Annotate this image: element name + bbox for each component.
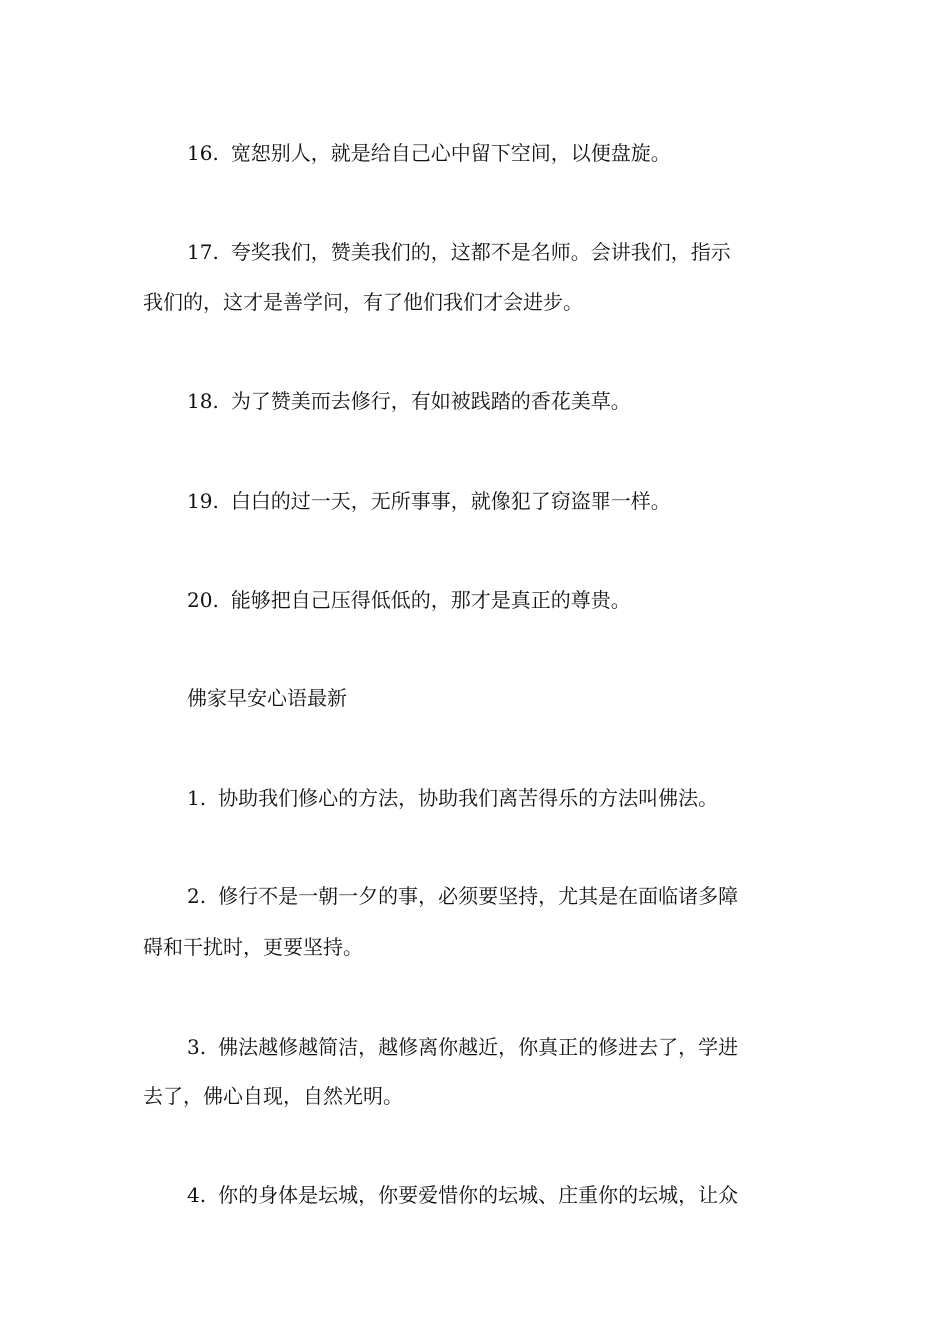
- item-number: 20.: [187, 588, 219, 612]
- list-item: [187, 886, 738, 906]
- item-number: 18.: [187, 389, 219, 413]
- item-number: 1.: [187, 786, 207, 810]
- item-text-continuation: 碍和干扰时，更要坚持。: [143, 935, 363, 959]
- item-text: 你的身体是坛城，你要爱惜你的坛城、庄重你的坛城，让众: [218, 1183, 739, 1207]
- list-item: [187, 788, 718, 808]
- item-text: 能够把自己压得低低的，那才是真正的尊贵。: [230, 588, 631, 612]
- section-heading: 佛家早安心语最新: [187, 686, 347, 710]
- item-number: 4.: [187, 1183, 207, 1207]
- item-text: 夸奖我们，赞美我们的，这都不是名师。会讲我们，指示: [230, 240, 731, 264]
- item-text: 白白的过一天，无所事事，就像犯了窃盗罪一样。: [230, 489, 671, 513]
- item-text: 协助我们修心的方法，协助我们离苦得乐的方法叫佛法。: [218, 786, 719, 810]
- list-item: [187, 1037, 738, 1057]
- item-text: 佛法越修越简洁，越修离你越近，你真正的修进去了，学进: [218, 1035, 739, 1059]
- list-item: [187, 391, 631, 411]
- list-item: [187, 590, 631, 610]
- list-item: [187, 242, 731, 262]
- item-text-continuation: 我们的，这才是善学问，有了他们我们才会进步。: [143, 290, 583, 314]
- item-text-continuation: 去了，佛心自现，自然光明。: [143, 1084, 403, 1108]
- item-number: 2.: [187, 884, 207, 908]
- item-number: 19.: [187, 489, 219, 513]
- list-item: [187, 491, 671, 511]
- item-number: 3.: [187, 1035, 207, 1059]
- item-number: 16.: [187, 141, 219, 165]
- item-text: 修行不是一朝一夕的事，必须要坚持，尤其是在面临诸多障: [218, 884, 739, 908]
- list-item: [187, 1185, 738, 1205]
- item-number: 17.: [187, 240, 219, 264]
- item-text: 为了赞美而去修行，有如被践踏的香花美草。: [230, 389, 631, 413]
- item-text: 宽恕别人，就是给自己心中留下空间，以便盘旋。: [230, 141, 671, 165]
- list-item: [187, 143, 671, 163]
